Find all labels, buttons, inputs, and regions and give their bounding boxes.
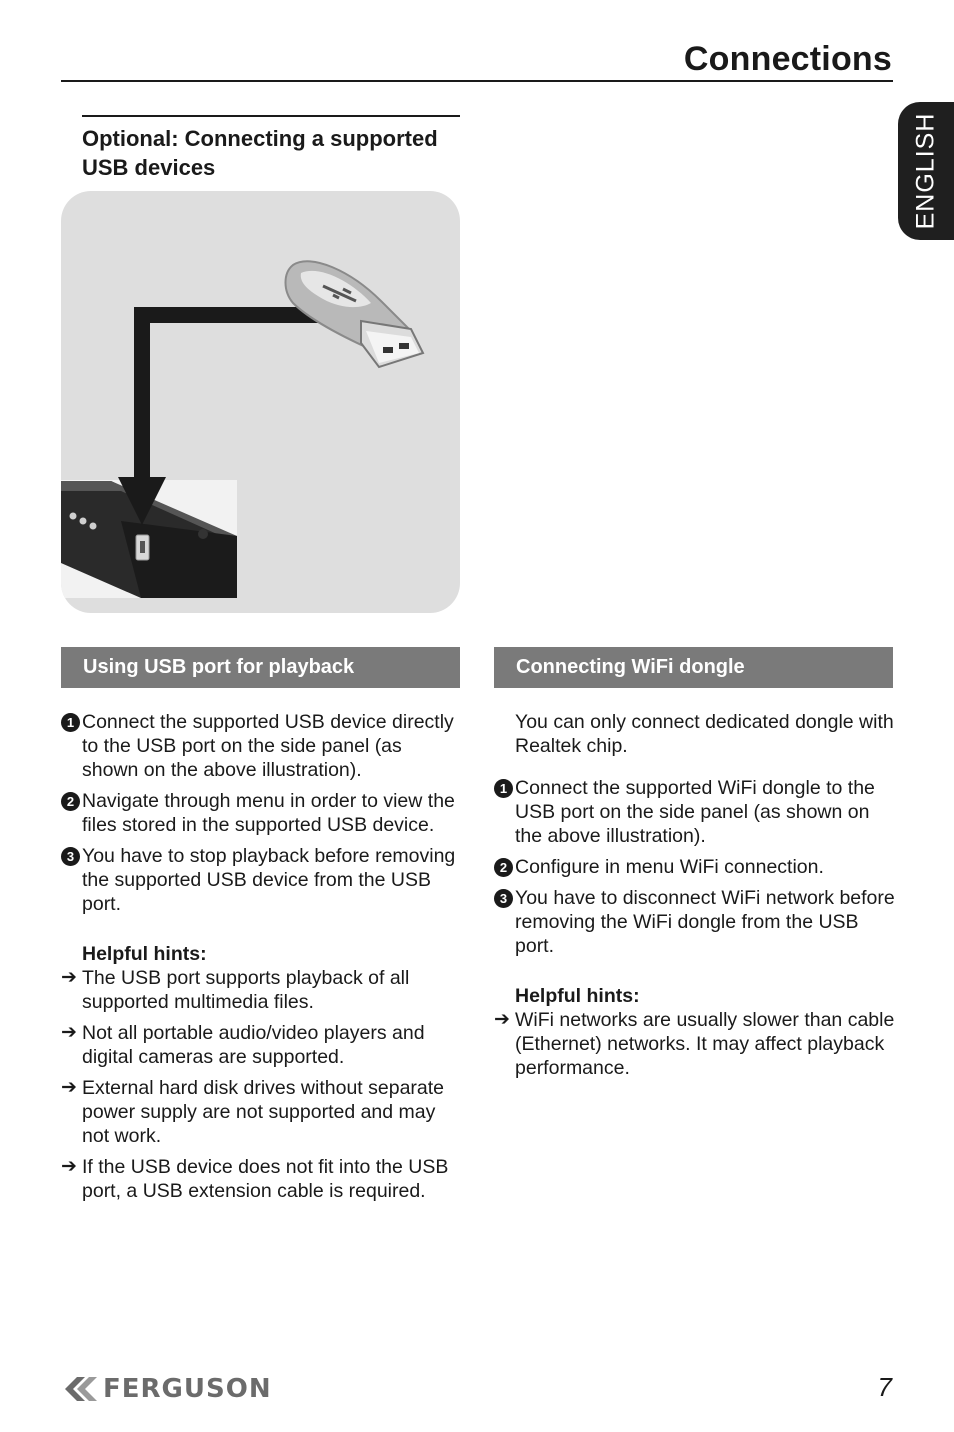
ferguson-logo [63,1372,272,1406]
usb-hint-4 [61,1155,463,1203]
page-number: 7 [877,1372,892,1402]
usb-hint-3 [61,1076,463,1148]
usb-connection-illustration [61,191,460,613]
language-tab-label: ENGLISH [911,112,940,230]
usb-flash-drive-icon [286,261,424,367]
wifi-dongle-section-bar: Connecting WiFi dongle [494,647,893,688]
step-number-badge: 1 [61,713,80,732]
step-number-badge: 3 [61,847,80,866]
section-divider [82,115,460,117]
wifi-dongle-column [494,710,896,1087]
usb-playback-column [61,710,463,1210]
usb-step-1 [61,710,463,782]
arrow-right-icon: ➔ [61,967,77,988]
usb-hint-2 [61,1021,463,1069]
language-tab [898,102,954,240]
usb-step-2 [61,789,463,837]
helpful-hints-title: Helpful hints: [515,985,640,1007]
title-divider [61,80,893,82]
wifi-step-2 [494,855,896,879]
hint-text: WiFi networks are usually slower than cable (Ethernet) networks. It may affect playback performance. [515,1009,895,1079]
arrow-right-icon: ➔ [494,1009,510,1030]
wifi-intro-text: You can only connect dedicated dongle with Realtek chip. [515,711,894,757]
step-number-badge: 3 [494,889,513,908]
wifi-step-1 [494,776,896,848]
hint-text: Not all portable audio/video players and digital cameras are supported. [82,1022,425,1068]
arrow-right-icon: ➔ [61,1077,77,1098]
step-number-badge: 1 [494,779,513,798]
arrow-right-icon: ➔ [61,1022,77,1043]
page-title: Connections [683,40,892,78]
hint-text: The USB port supports playback of all supported multimedia files. [82,967,410,1013]
usb-playback-section-bar: Using USB port for playback [61,647,460,688]
wifi-hint-1 [494,1008,896,1080]
step-text: Configure in menu WiFi connection. [515,856,824,878]
hint-text: If the USB device does not fit into the USB port, a USB extension cable is required. [82,1156,449,1202]
hint-text: External hard disk drives without separate power supply are not supported and may not work. [82,1077,445,1147]
wifi-step-3 [494,886,896,958]
step-number-badge: 2 [61,792,80,811]
usb-hint-1 [61,966,463,1014]
usb-step-3 [61,844,463,916]
helpful-hints-title: Helpful hints: [82,943,207,965]
ferguson-logo-mark-icon [63,1375,99,1403]
step-text: Connect the supported WiFi dongle to the USB port on the side panel (as shown on the above illustration). [515,777,875,847]
arrow-right-icon: ➔ [61,1156,77,1177]
step-text: You have to stop playback before removing the supported USB device from the USB port. [82,845,456,915]
step-text: Navigate through menu in order to view the files stored in the supported USB device. [82,790,455,836]
step-text: Connect the supported USB device directly to the USB port on the side panel (as shown on the above illustration). [82,711,454,781]
step-text: You have to disconnect WiFi network before removing the WiFi dongle from the USB port. [515,887,895,957]
brand-name: FERGUSON [103,1374,272,1404]
section-heading: Optional: Connecting a supported USB devices [82,126,438,180]
step-number-badge: 2 [494,858,513,877]
